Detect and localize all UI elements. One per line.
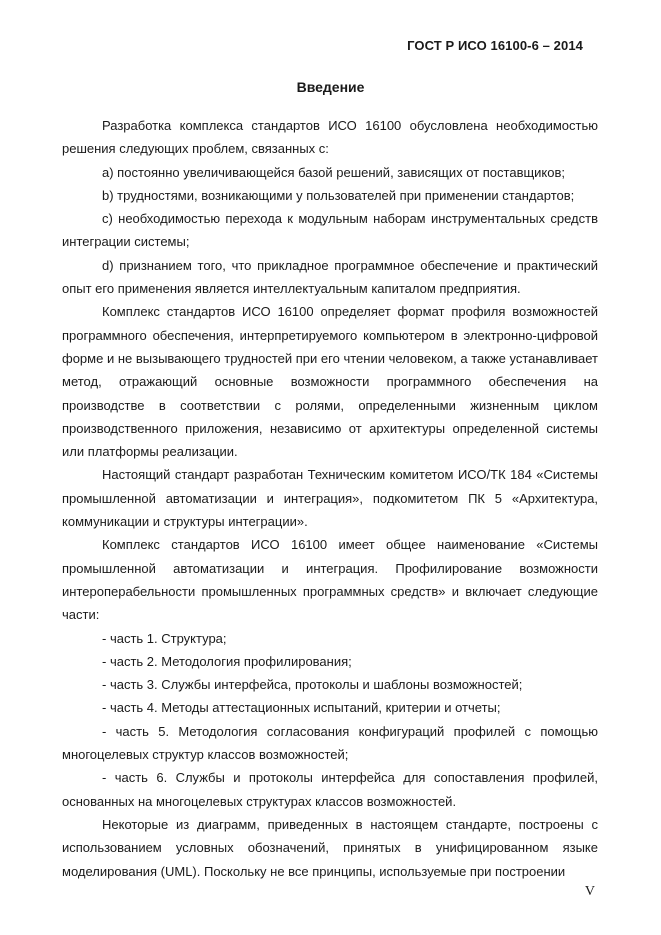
list-item-d: d) признанием того, что прикладное программное обеспечение и практический опыт его применения является интеллектуальным капиталом предприятия. <box>62 257 598 297</box>
part-item-1: - часть 1. Структура; <box>102 630 227 646</box>
paragraph-uml: Некоторые из диаграмм, приведенных в настоящем стандарте, построены с использованием условных обозначений, принятых в унифицированном языке моделирования (UML). Поскольку не все принципы, используемые при построении <box>62 816 598 879</box>
list-item-b: b) трудностями, возникающими у пользователей при применении стандартов; <box>102 187 575 203</box>
paragraph-committee: Настоящий стандарт разработан Техническим комитетом ИСО/ТК 184 «Системы промышленной автоматизации и интеграция», подкомитетом ПК 5 «Архитектура, коммуникации и структуры интеграции». <box>62 467 598 530</box>
standard-header: ГОСТ Р ИСО 16100-6 – 2014 <box>407 38 583 53</box>
paragraph-series: Комплекс стандартов ИСО 16100 имеет общее наименование «Системы промышленной автоматизации и интеграция. Профилирование возможности интероперабельности промышленных программных средств» и включает следующие части: <box>62 537 598 623</box>
part-item-6: - часть 6. Службы и протоколы интерфейса для сопоставления профилей, основанных на многоцелевых структурах классов возможностей. <box>62 770 598 809</box>
part-item-4: - часть 4. Методы аттестационных испытаний, критерии и отчеты; <box>102 700 501 716</box>
paragraph-format: Комплекс стандартов ИСО 16100 определяет формат профиля возможностей программного обеспечения, интерпретируемого компьютером в электронно-цифровой форме и не вызывающего трудностей при его чтении человеком, а также устанавливает метод, отражающий основные возможности программного обеспечения на производстве в соответствии с ролями, определенными жизненным циклом производственного приложения, независимо от архитектуры определенной системы или платформы реализации. <box>62 304 598 460</box>
document-body <box>62 114 598 883</box>
paragraph-intro: Разработка комплекса стандартов ИСО 16100 обусловлена необходимостью решения следующих проблем, связанных с: <box>62 118 598 157</box>
part-item-2: - часть 2. Методология профилирования; <box>102 653 352 669</box>
part-item-5: - часть 5. Методология согласования конфигураций профилей с помощью многоцелевых структур классов возможностей; <box>62 723 598 763</box>
page-number: V <box>584 884 595 899</box>
part-item-3: - часть 3. Службы интерфейса, протоколы и шаблоны возможностей; <box>102 677 523 693</box>
section-title: Введение <box>296 79 365 95</box>
list-item-c: c) необходимостью перехода к модульным наборам инструментальных средств интеграции системы; <box>62 211 598 250</box>
list-item-a: a) постоянно увеличивающейся базой решений, зависящих от поставщиков; <box>102 164 566 180</box>
